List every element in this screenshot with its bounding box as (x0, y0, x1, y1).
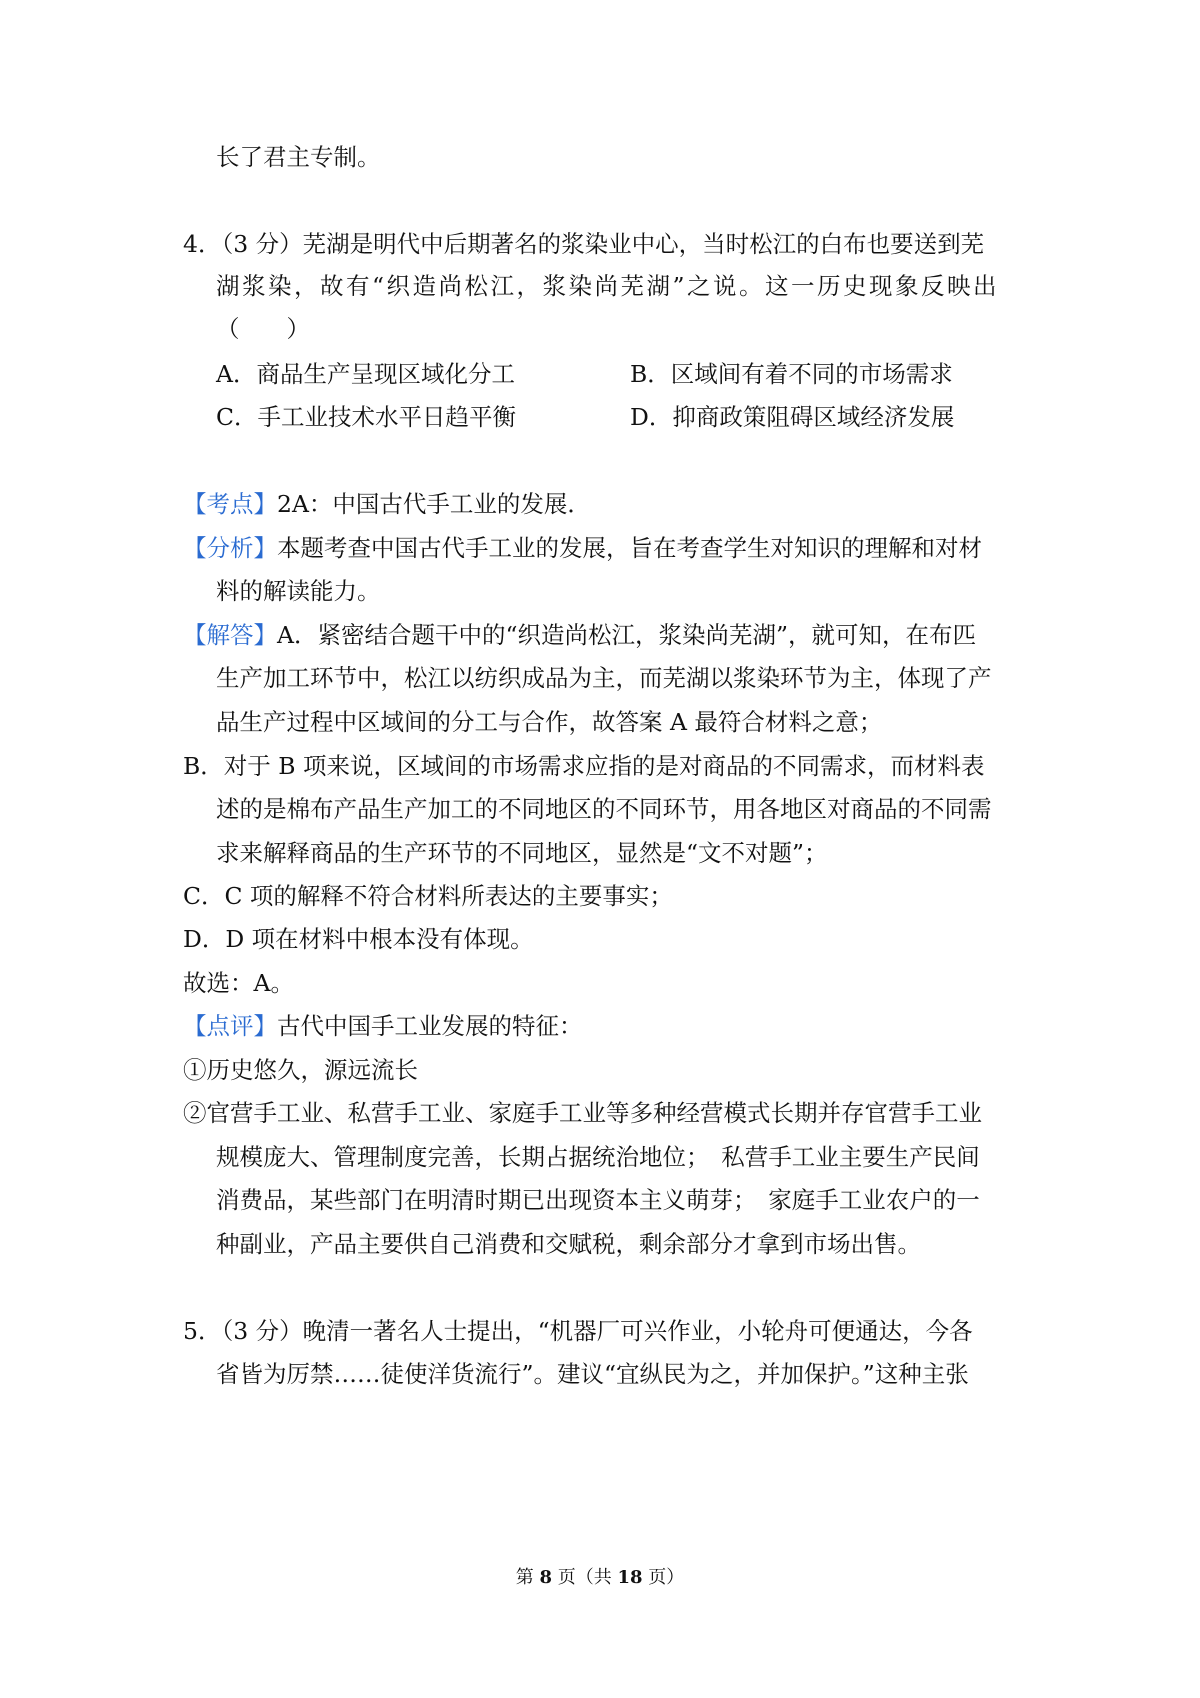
kaodian-line (183, 488, 1043, 520)
kaodian-tag: 【考点】 (183, 490, 277, 518)
fenxi-text-2: 料的解读能力。 (216, 577, 381, 605)
q4-stem-line-1: 4．（3 分）芜湖是明代中后期著名的浆染业中心，当时松江的白布也要送到芜 (183, 230, 985, 258)
dianping-tag: 【点评】 (183, 1012, 277, 1040)
q5-stem-line-2: 省皆为厉禁……徒使洋货流行”。建议“宜纵民为之，并加保护。”这种主张 (216, 1360, 969, 1388)
b-analysis-line-3: 求来解释商品的生产环节的不同地区，显然是“文不对题”； (216, 839, 828, 867)
q4-stem-line-2: 湖浆染，故有“织造尚松江，浆染尚芜湖”之说。这一历史现象反映出 (216, 272, 1000, 300)
jieda-tag: 【解答】 (183, 621, 277, 649)
footer-page-number: 8 (539, 1567, 552, 1588)
b-analysis-line-2: 述的是棉布产品生产加工的不同地区的不同环节，用各地区对商品的不同需 (216, 795, 992, 823)
jieda-text-1: A．紧密结合题干中的“织造尚松江，浆染尚芜湖”，就可知，在布匹 (277, 621, 976, 649)
fenxi-line-1 (183, 532, 1043, 564)
feature-point-1: ①历史悠久，源远流长 (183, 1056, 418, 1084)
dianping-line (183, 1010, 1043, 1042)
d-analysis-line: D．D 项在材料中根本没有体现。 (183, 925, 534, 953)
feature-point-2-line-1: ②官营手工业、私营手工业、家庭手工业等多种经营模式长期并存官营手工业 (183, 1099, 982, 1127)
dianping-text: 古代中国手工业发展的特征： (277, 1012, 583, 1040)
feature-point-2-line-4: 种副业，产品主要供自己消费和交赋税，剩余部分才拿到市场出售。 (216, 1230, 921, 1258)
prev-answer-tail: 长了君主专制。 (216, 143, 381, 171)
kaodian-text: 2A：中国古代手工业的发展． (277, 490, 591, 518)
b-analysis-line-1: B．对于 B 项来说，区域间的市场需求应指的是对商品的不同需求，而材料表 (183, 752, 985, 780)
page-footer (0, 1566, 1200, 1590)
answer-line: 故选：A。 (183, 969, 294, 997)
fenxi-tag: 【分析】 (183, 534, 277, 562)
fenxi-text-1: 本题考查中国古代手工业的发展，旨在考查学生对知识的理解和对材 (277, 534, 982, 562)
c-analysis-line: C．C 项的解释不符合材料所表达的主要事实； (183, 882, 673, 910)
q4-option-c: C．手工业技术水平日趋平衡 (216, 403, 516, 431)
q4-option-a: A．商品生产呈现区域化分工 (216, 360, 515, 388)
feature-point-2-line-2: 规模庞大、管理制度完善，长期占据统治地位； 私营手工业主要生产民间 (216, 1143, 980, 1171)
q5-stem-line-1: 5．（3 分）晚清一著名人士提出，“机器厂可兴作业，小轮舟可便通达，今各 (183, 1317, 973, 1345)
footer-middle: 页（共 (552, 1567, 618, 1588)
footer-suffix: 页） (642, 1567, 685, 1588)
q4-option-b: B．区域间有着不同的市场需求 (630, 360, 953, 388)
footer-prefix: 第 (515, 1567, 540, 1588)
feature-point-2-line-3: 消费品，某些部门在明清时期已出现资本主义萌芽； 家庭手工业农户的一 (216, 1186, 980, 1214)
footer-total-pages: 18 (617, 1567, 643, 1588)
q4-option-d: D．抑商政策阻碍区域经济发展 (630, 403, 955, 431)
jieda-text-3: 品生产过程中区域间的分工与合作，故答案 A 最符合材料之意； (216, 708, 883, 736)
jieda-text-2: 生产加工环节中，松江以纺织成品为主，而芜湖以浆染环节为主，体现了产 (216, 664, 992, 692)
jieda-line-1 (183, 619, 1043, 651)
q4-answer-blank: （ ） (216, 315, 310, 343)
